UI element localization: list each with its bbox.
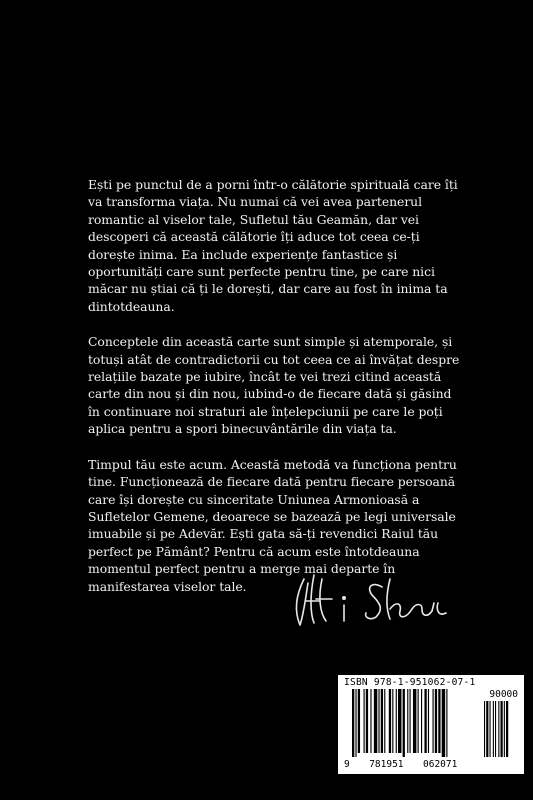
barcode-bar [392, 689, 393, 753]
barcode-addon-bar [493, 701, 494, 757]
barcode-addon-bar [495, 701, 496, 757]
barcode-bar [370, 689, 371, 753]
barcode-addon-bar [484, 701, 485, 757]
barcode-addon-digits: 90000 [489, 689, 518, 700]
barcode-bar [378, 689, 379, 753]
barcode-bar [407, 689, 408, 753]
barcode-addon-bar [504, 701, 505, 757]
barcode-bar [403, 689, 405, 757]
barcode-bar [374, 689, 377, 753]
barcode-digit-first: 9 [344, 759, 350, 770]
blurb-text [88, 176, 460, 613]
signature-icon [286, 565, 466, 645]
blurb-paragraph-2: Conceptele din această carte sunt simple și atemporale, și totuși atât de contradictorii cu tot ceea ce ai învățat despre relațiile bazate pe iubire, încât te vei trezi citind această carte din nou și din nou, iubind-o de fiecare dată și găsind în continuare noi straturi ale înțelepciunii pe care le poți aplica pentru a spori binecuvântările din viața ta. [88, 334, 460, 437]
barcode-bar [398, 689, 401, 753]
barcode-addon-bar [490, 701, 491, 757]
barcode-bar [358, 689, 360, 753]
barcode-bar [364, 689, 365, 753]
barcode-digit-group1: 781951 [369, 759, 404, 770]
barcode-bar [421, 689, 422, 753]
barcode-bar [435, 689, 437, 753]
barcode-addon-bar [501, 701, 503, 757]
barcode-bar [428, 689, 429, 753]
barcode-bar [384, 689, 385, 753]
barcode-bar [446, 689, 447, 757]
barcode-bar [355, 689, 356, 757]
barcode-bar [438, 689, 440, 753]
barcode-bar [433, 689, 434, 753]
isbn-label [344, 677, 520, 688]
barcode-bar [389, 689, 391, 753]
barcode-bar [424, 689, 426, 753]
blurb-paragraph-3: Timpul tău este acum. Această metodă va funcționa pentru tine. Funcționează de fiecare dată pentru fiecare persoană care își dorește cu sinceritate Uniunea Armonioasă a Sufletelor Gemene, deoarece se bazează pe legi universale imuabile și pe Adevăr. Ești gata să-ți revendici Raiul tău perfect pe Pământ? Pentru că acum este întotdeauna momentul perfect pentru a merge mai departe în manifestarea viselor tale. [88, 456, 457, 594]
barcode-bar [396, 689, 397, 753]
barcode-bar [410, 689, 411, 753]
barcode-bars [344, 689, 520, 757]
barcode-addon-bar [506, 701, 508, 757]
barcode-bar [366, 689, 368, 753]
barcode-bar [418, 689, 419, 753]
barcode-digits [344, 759, 516, 770]
barcode-bar [413, 689, 416, 753]
barcode-addon-bar [486, 701, 488, 757]
barcode-bar [442, 689, 445, 757]
isbn-barcode [338, 675, 524, 774]
barcode-bar [381, 689, 383, 753]
isbn-number: ISBN 978-1-951062-07-1 [344, 677, 476, 688]
barcode-digit-group2: 062071 [423, 759, 458, 770]
barcode-addon-bar [498, 701, 499, 757]
barcode-bar [352, 689, 354, 757]
blurb-paragraph-1: Ești pe punctul de a porni într-o călătorie spirituală care îți va transforma viața. Nu numai că vei avea partenerul romantic al viselor tale, Sufletul tău Geamăn, dar vei descoperi că această călătorie îți aduce tot ceea ce-ți dorește inima. Ea include experiențe fantastice și oportunități care sunt perfecte pentru tine, pe care nici măcar nu știai că ți le dorești, dar care au fost în inima ta dintotdeauna. [88, 177, 458, 314]
